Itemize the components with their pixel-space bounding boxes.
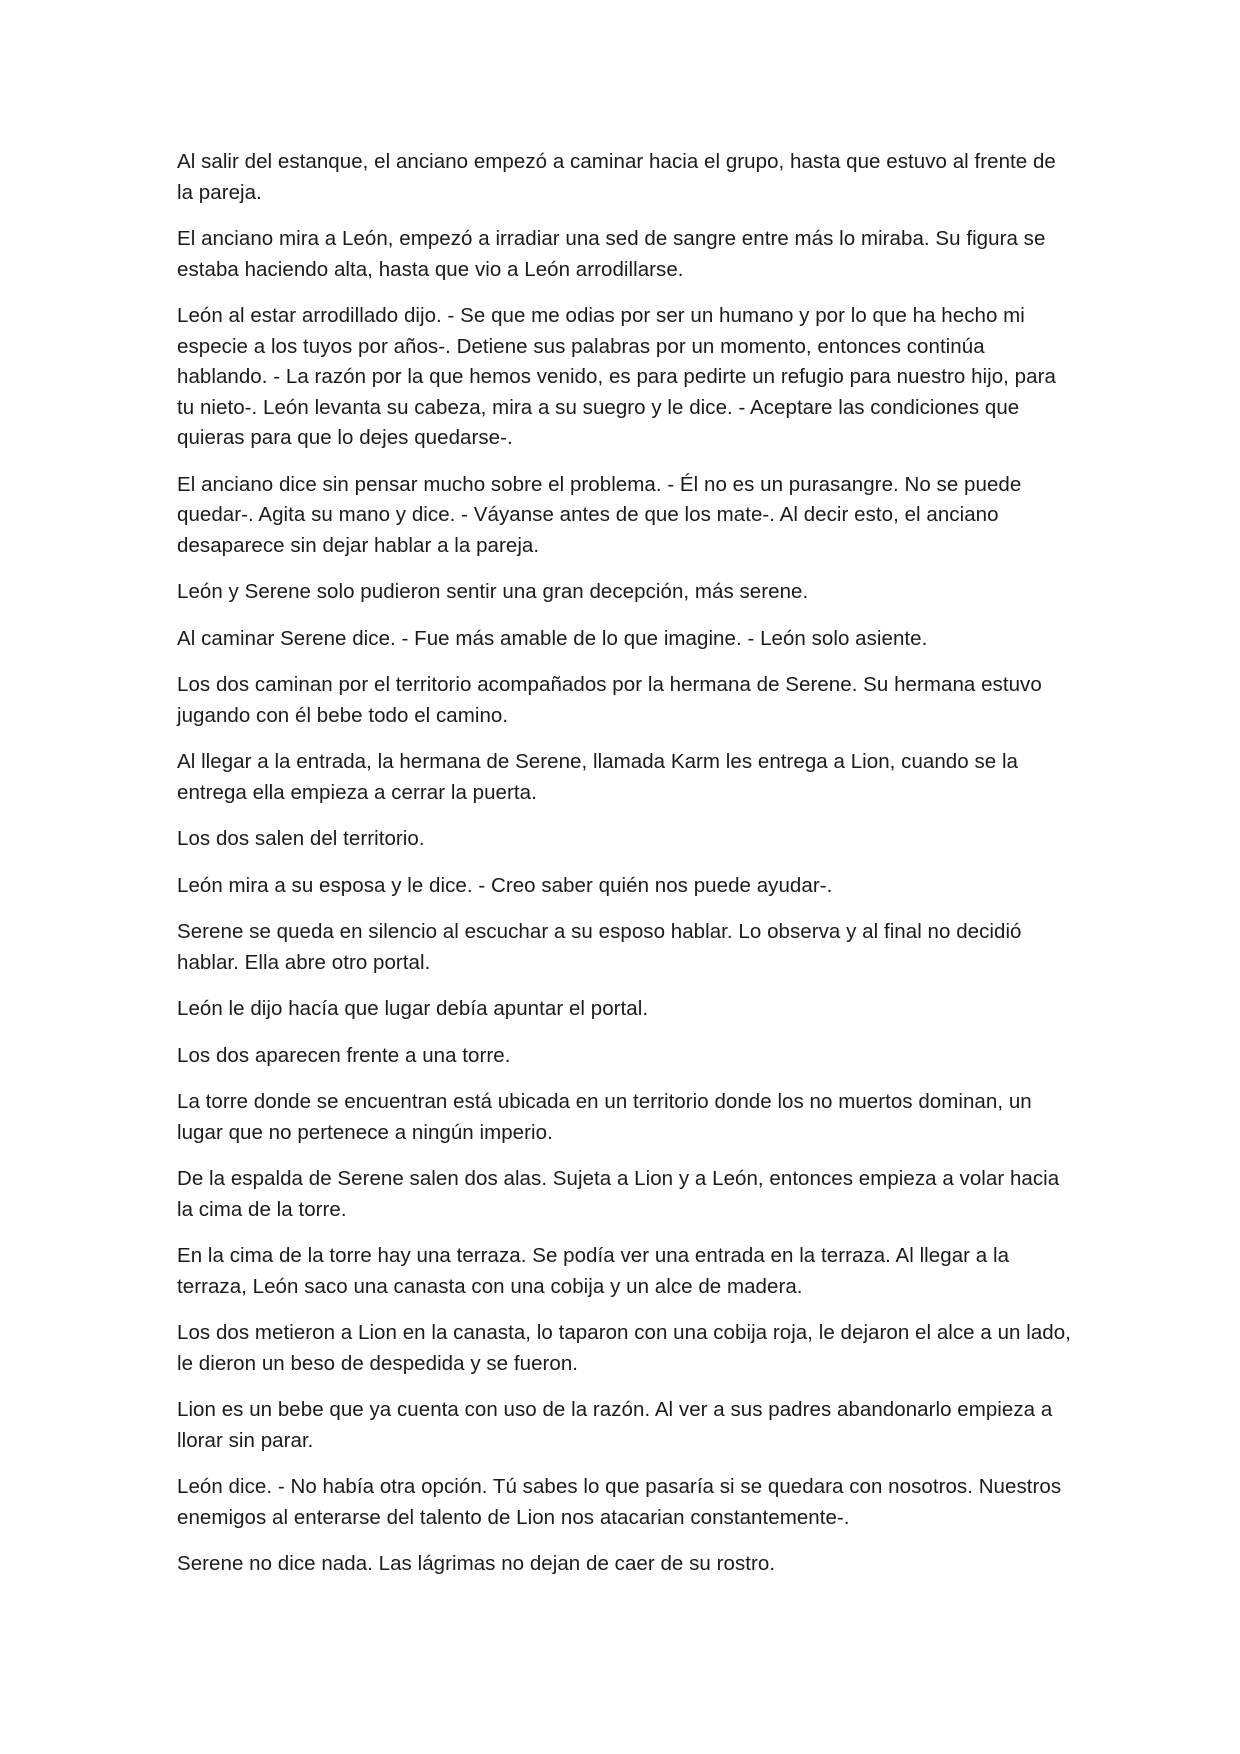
paragraph: Los dos caminan por el territorio acompañados por la hermana de Serene. Su hermana estuvo jugando con él bebe todo el camino. xyxy=(177,673,1042,727)
paragraph: La torre donde se encuentran está ubicada en un territorio donde los no muertos dominan, un lugar que no pertenece a ningún imperio. xyxy=(177,1090,1032,1144)
paragraph: Los dos salen del territorio. xyxy=(177,827,425,850)
paragraph: Al llegar a la entrada, la hermana de Serene, llamada Karm les entrega a Lion, cuando se la entrega ella empieza a cerrar la puerta. xyxy=(177,750,1019,804)
paragraph: Los dos metieron a Lion en la canasta, lo taparon con una cobija roja, le dejaron el alce a un lado, le dieron un beso de despedida y se fueron. xyxy=(177,1321,1071,1375)
paragraph: León dice. - No había otra opción. Tú sabes lo que pasaría si se quedara con nosotros. Nuestros enemigos al enterarse del talento de Lion nos atacarian constantemente-. xyxy=(177,1475,1062,1529)
paragraph: Al salir del estanque, el anciano empezó a caminar hacia el grupo, hasta que estuvo al frente de la pareja. xyxy=(177,150,1056,204)
paragraph: Serene se queda en silencio al escuchar a su esposo hablar. Lo observa y al final no decidió hablar. Ella abre otro portal. xyxy=(177,920,1022,974)
paragraph: El anciano dice sin pensar mucho sobre el problema. - Él no es un purasangre. No se puede quedar-. Agita su mano y dice. - Váyanse antes de que los mate-. Al decir esto, el anciano desaparece sin dejar hablar a la pareja. xyxy=(177,472,1022,557)
paragraph: León mira a su esposa y le dice. - Creo saber quién nos puede ayudar-. xyxy=(177,873,833,897)
paragraph: En la cima de la torre hay una terraza. Se podía ver una entrada en la terraza. Al llegar a la terraza, León saco una canasta con una cobija y un alce de madera. xyxy=(177,1244,1010,1298)
paragraph: Lion es un bebe que ya cuenta con uso de la razón. Al ver a sus padres abandonarlo empieza a llorar sin parar. xyxy=(177,1398,1053,1452)
paragraph: Al caminar Serene dice. - Fue más amable de lo que imagine. - León solo asiente. xyxy=(177,626,928,650)
paragraph: El anciano mira a León, empezó a irradiar una sed de sangre entre más lo miraba. Su figura se estaba haciendo alta, hasta que vio a León arrodillarse. xyxy=(177,227,1046,281)
paragraph: León y Serene solo pudieron sentir una gran decepción, más serene. xyxy=(177,580,809,603)
document-body xyxy=(177,147,1077,1596)
paragraph: León al estar arrodillado dijo. - Se que me odias por ser un humano y por lo que ha hecho mi especie a los tuyos por años-. Detiene sus palabras por un momento, entonces continúa hablando. - La razón por la que hemos venido, es para pedirte un refugio para nuestro hijo, para tu nieto-. León levanta su cabeza, mira a su suegro y le dice. - Aceptare las condiciones que quieras para que lo dejes quedarse-. xyxy=(177,304,1056,449)
paragraph: León le dijo hacía que lugar debía apuntar el portal. xyxy=(177,997,649,1020)
paragraph: Los dos aparecen frente a una torre. xyxy=(177,1043,511,1067)
paragraph: De la espalda de Serene salen dos alas. Sujeta a Lion y a León, entonces empieza a volar hacia la cima de la torre. xyxy=(177,1167,1060,1221)
paragraph: Serene no dice nada. Las lágrimas no dejan de caer de su rostro. xyxy=(177,1552,776,1575)
